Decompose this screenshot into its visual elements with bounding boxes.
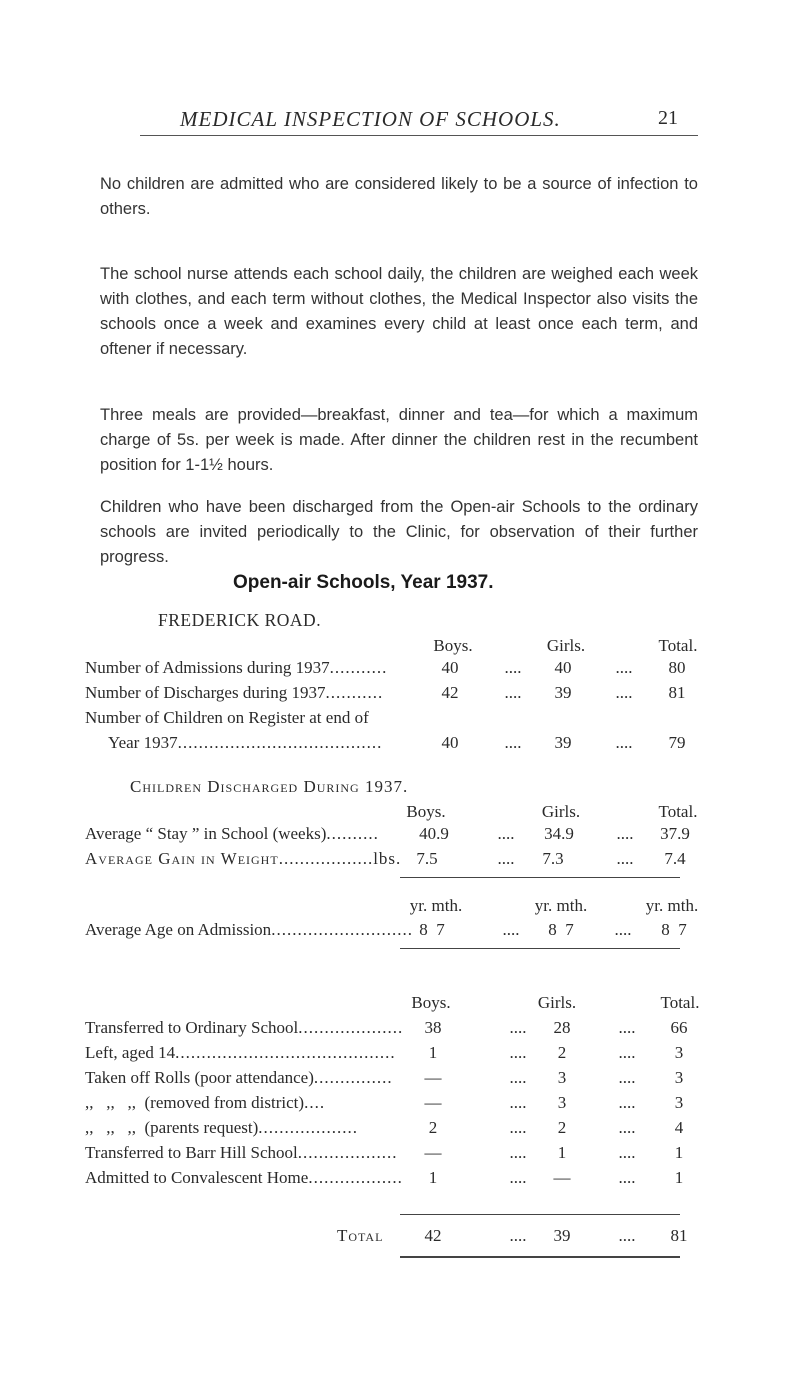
row-label: Year 1937....................................... — [108, 733, 383, 752]
separator-dots: .... — [618, 1018, 636, 1037]
boys-value: 7.5 — [416, 849, 438, 868]
total-value: 3 — [674, 1043, 684, 1062]
girls-value: 1 — [557, 1143, 567, 1162]
unit-boys: yr. mth. — [409, 896, 463, 915]
paragraph-infection: No children are admitted who are considered likely to be a source of infection to others. — [100, 175, 698, 218]
row-label: Number of Admissions during 1937........... — [85, 658, 388, 677]
girls-value: 39 — [554, 683, 572, 702]
separator-dots: .... — [504, 683, 522, 702]
divider-rule — [400, 948, 680, 949]
unit-total: yr. mth. — [645, 896, 699, 915]
girls-value: 40 — [554, 658, 572, 677]
total-value: 81 — [668, 683, 686, 702]
girls-value: 3 — [557, 1068, 567, 1087]
paragraph-nurse: The school nurse attends each school daily, the children are weighed each week with clothes, and each term without clothes, the Medical Inspector also visits the schools once a week and examines every child at least once each term, and oftener if necessary. — [100, 265, 698, 358]
discharged-table — [0, 802, 800, 972]
row-label: Transferred to Ordinary School.................... — [85, 1018, 404, 1037]
boys-value: 38 — [424, 1018, 442, 1037]
row-label-line1: Number of Children on Register at end of — [85, 708, 369, 727]
section-title: Open-air Schools, Year 1937. — [233, 572, 494, 593]
separator-dots: .... — [618, 1143, 636, 1162]
row-label: Transferred to Barr Hill School................... — [85, 1143, 398, 1162]
col-header-girls: Girls. — [537, 993, 577, 1012]
separator-dots: .... — [618, 1043, 636, 1062]
boys-value: 42 — [441, 683, 459, 702]
col-header-total: Total. — [658, 802, 698, 821]
separator-dots: .... — [618, 1168, 636, 1187]
separator-dots: .... — [614, 920, 632, 939]
discharged-title: Children Discharged During 1937. — [130, 777, 409, 796]
girls-value: 3 — [557, 1093, 567, 1112]
separator-dots: .... — [615, 658, 633, 677]
girls-value: 8 7 — [548, 920, 574, 939]
total-value: 8 7 — [661, 920, 687, 939]
separator-dots: .... — [497, 849, 515, 868]
girls-value: 34.9 — [544, 824, 574, 843]
col-header-girls: Girls. — [541, 802, 581, 821]
row-label: Average Gain in Weight..................lbs. — [85, 849, 402, 868]
girls-value: 7.3 — [542, 849, 564, 868]
boys-value: — — [424, 1143, 442, 1162]
total-value: 3 — [674, 1093, 684, 1112]
separator-dots: .... — [618, 1068, 636, 1087]
page-title: MEDICAL INSPECTION OF SCHOOLS. — [180, 107, 561, 131]
boys-value: — — [424, 1093, 442, 1112]
total-value: 1 — [674, 1143, 684, 1162]
separator-dots: .... — [618, 1226, 636, 1245]
separator-dots: .... — [615, 683, 633, 702]
separator-dots: .... — [616, 849, 634, 868]
boys-value: — — [424, 1068, 442, 1087]
boys-value: 2 — [428, 1118, 438, 1137]
divider-rule — [400, 1256, 680, 1258]
total-value: 3 — [674, 1068, 684, 1087]
col-header-total: Total. — [658, 636, 698, 655]
col-header-total: Total. — [660, 993, 700, 1012]
separator-dots: .... — [618, 1118, 636, 1137]
row-label: ,, ,, ,, (removed from district).... — [85, 1093, 326, 1112]
col-header-girls: Girls. — [546, 636, 586, 655]
row-label: Average “ Stay ” in School (weeks).......... — [85, 824, 379, 843]
row-label: Admitted to Convalescent Home.................. — [85, 1168, 403, 1187]
unit-girls: yr. mth. — [534, 896, 588, 915]
separator-dots: .... — [504, 658, 522, 677]
total-label: Total — [337, 1226, 384, 1245]
separator-dots: .... — [502, 920, 520, 939]
grand-total: 81 — [670, 1226, 688, 1245]
boys-value: 40 — [441, 733, 459, 752]
separator-dots: .... — [509, 1043, 527, 1062]
total-value: 7.4 — [664, 849, 686, 868]
boys-value: 1 — [428, 1043, 438, 1062]
girls-value: 2 — [557, 1043, 567, 1062]
separator-dots: .... — [509, 1168, 527, 1187]
boys-value: 40 — [441, 658, 459, 677]
separator-dots: .... — [615, 733, 633, 752]
separator-dots: .... — [509, 1018, 527, 1037]
page-number: 21 — [658, 107, 678, 129]
boys-value: 8 7 — [419, 920, 445, 939]
separator-dots: .... — [616, 824, 634, 843]
row-label: Number of Discharges during 1937........... — [85, 683, 384, 702]
paragraph-meals: Three meals are provided—breakfast, dinner and tea—for which a maximum charge of 5s. per week is made. After dinner the children rest in the recumbent position for 1-1½ hours. — [100, 406, 698, 474]
girls-total: 39 — [553, 1226, 571, 1245]
separator-dots: .... — [509, 1143, 527, 1162]
row-label: Taken off Rolls (poor attendance)............... — [85, 1068, 393, 1087]
page-header — [0, 105, 800, 145]
total-value: 79 — [668, 733, 686, 752]
separator-dots: .... — [509, 1068, 527, 1087]
header-rule — [140, 135, 698, 136]
divider-rule — [400, 877, 680, 878]
col-header-boys: Boys. — [411, 993, 451, 1012]
boys-value: 1 — [428, 1168, 438, 1187]
row-label: Average Age on Admission........................... — [85, 920, 413, 939]
col-header-boys: Boys. — [406, 802, 446, 821]
total-value: 66 — [670, 1018, 688, 1037]
boys-total: 42 — [424, 1226, 442, 1245]
transfers-table — [0, 993, 800, 1373]
separator-dots: .... — [509, 1093, 527, 1112]
paragraph-discharged: Children who have been discharged from the Open-air Schools to the ordinary schools are invited periodically to the Clinic, for observation of their further progress. — [100, 498, 698, 566]
separator-dots: .... — [618, 1093, 636, 1112]
total-value: 4 — [674, 1118, 684, 1137]
total-value: 37.9 — [660, 824, 690, 843]
total-value: 80 — [668, 658, 686, 677]
school-name: FREDERICK ROAD. — [158, 610, 322, 630]
separator-dots: .... — [504, 733, 522, 752]
girls-value: 28 — [553, 1018, 571, 1037]
girls-value: 2 — [557, 1118, 567, 1137]
total-value: 1 — [674, 1168, 684, 1187]
girls-value: — — [553, 1168, 571, 1187]
separator-dots: .... — [497, 824, 515, 843]
divider-rule — [400, 1214, 680, 1215]
row-label: ,, ,, ,, (parents request)................... — [85, 1118, 359, 1137]
boys-value: 40.9 — [419, 824, 449, 843]
girls-value: 39 — [554, 733, 572, 752]
admissions-table — [0, 636, 800, 756]
separator-dots: .... — [509, 1226, 527, 1245]
separator-dots: .... — [509, 1118, 527, 1137]
col-header-boys: Boys. — [433, 636, 473, 655]
row-label: Left, aged 14.......................................... — [85, 1043, 396, 1062]
